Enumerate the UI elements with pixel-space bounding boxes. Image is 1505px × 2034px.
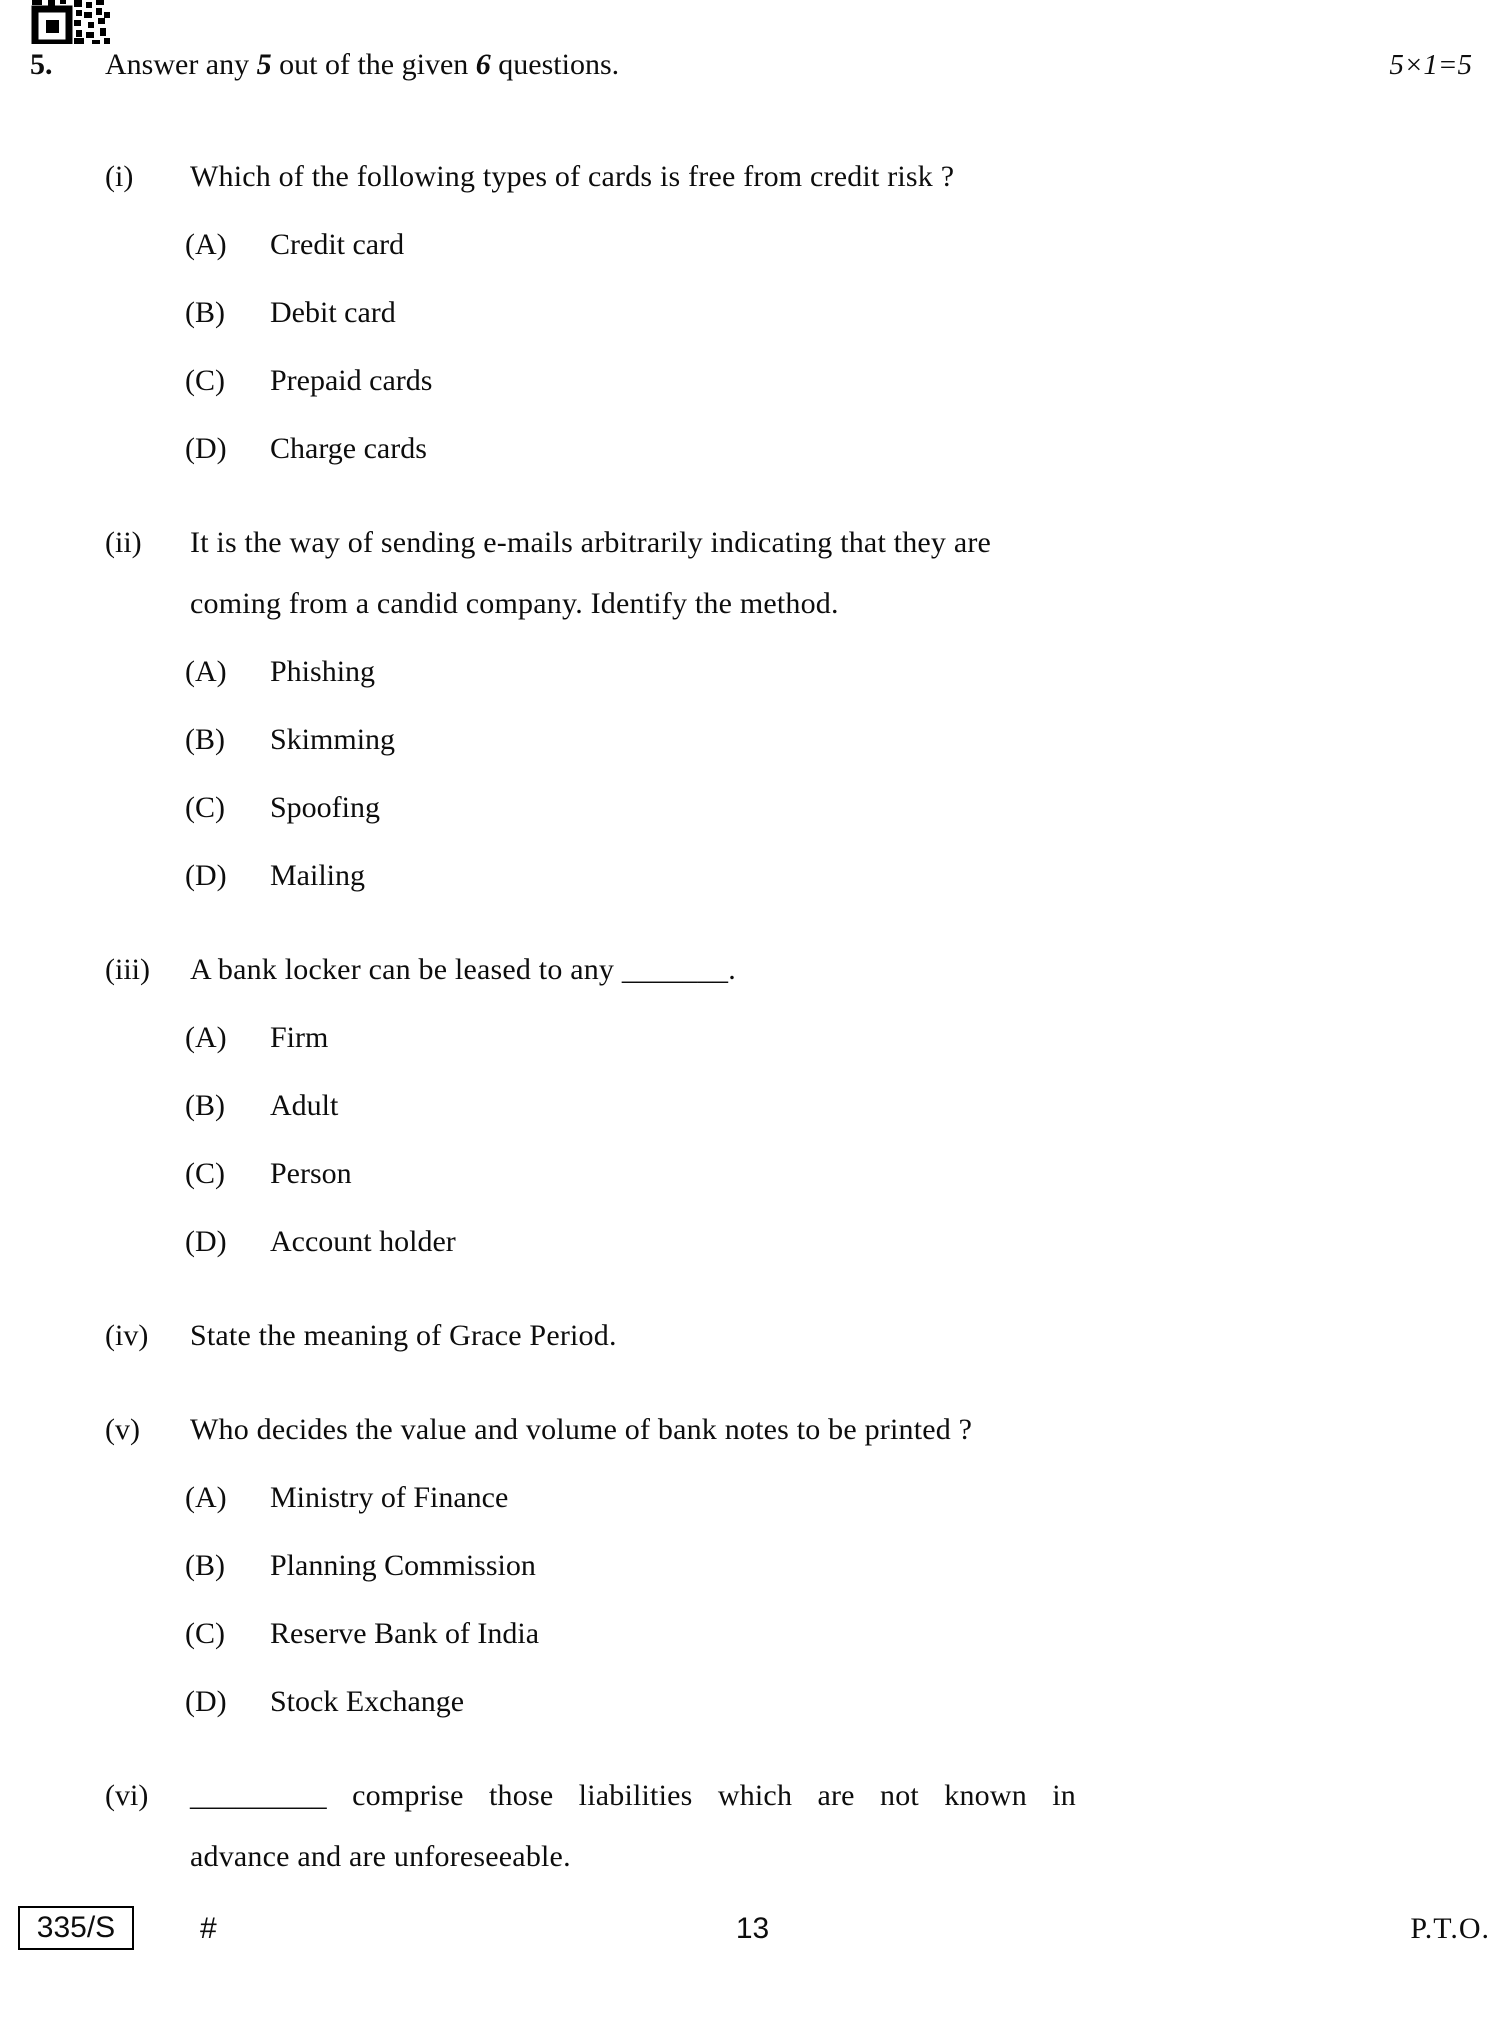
pto-label: P.T.O. (1410, 1912, 1490, 1945)
question-block (0, 160, 1505, 466)
option-letter: (C) (185, 1157, 225, 1190)
option-letter: (A) (185, 228, 227, 261)
marks-scheme: 5×1=5 (1389, 49, 1472, 81)
option-letter: (D) (185, 1685, 227, 1718)
option-letter: (C) (185, 1617, 225, 1650)
option-row (0, 791, 1505, 825)
option-letter: (D) (185, 432, 227, 465)
option-label: Prepaid cards (270, 364, 433, 397)
question-line (0, 1840, 1505, 1874)
option-row (0, 432, 1505, 466)
hash-mark: # (200, 1912, 217, 1945)
question-block (0, 1319, 1505, 1353)
option-row (0, 1157, 1505, 1191)
option-row (0, 1089, 1505, 1123)
page-number: 13 (735, 1912, 770, 1945)
question-text: Who decides the value and volume of bank notes to be printed ? (190, 1413, 973, 1446)
option-row (0, 1617, 1505, 1651)
qr-code-icon (30, 0, 110, 44)
option-label: Account holder (270, 1225, 456, 1258)
question-line (0, 1319, 1505, 1353)
header-text-segment: questions. (490, 48, 620, 81)
option-label: Phishing (270, 655, 376, 688)
question-text: _________ comprise those liabilities which are not known in (190, 1779, 1076, 1812)
option-label: Charge cards (270, 432, 427, 465)
option-letter: (A) (185, 1481, 227, 1514)
option-row (0, 364, 1505, 398)
question-block (0, 1413, 1505, 1719)
option-label: Spoofing (270, 791, 381, 824)
option-label: Planning Commission (270, 1549, 536, 1582)
option-label: Skimming (270, 723, 396, 756)
question-line (0, 526, 1505, 560)
option-letter: (B) (185, 1549, 225, 1582)
option-row (0, 723, 1505, 757)
option-row (0, 228, 1505, 262)
question-text: coming from a candid company. Identify the method. (190, 587, 839, 620)
question-text: advance and are unforeseeable. (190, 1840, 571, 1873)
question-numeral: (v) (105, 1413, 140, 1446)
option-label: Ministry of Finance (270, 1481, 509, 1514)
option-letter: (A) (185, 1021, 227, 1054)
option-letter: (D) (185, 859, 227, 892)
option-letter: (B) (185, 1089, 225, 1122)
emphasized-number: 5 (256, 48, 272, 81)
question-header-text (105, 48, 619, 81)
question-line (0, 1779, 1505, 1813)
option-row (0, 1685, 1505, 1719)
question-block (0, 953, 1505, 1259)
option-row (0, 1021, 1505, 1055)
question-line (0, 953, 1505, 987)
option-label: Mailing (270, 859, 365, 892)
option-label: Credit card (270, 228, 405, 261)
option-label: Debit card (270, 296, 396, 329)
option-label: Reserve Bank of India (270, 1617, 540, 1650)
option-label: Stock Exchange (270, 1685, 465, 1718)
question-line (0, 160, 1505, 194)
paper-code-box: 335/S (18, 1906, 134, 1950)
question-numeral: (ii) (105, 526, 142, 559)
option-letter: (A) (185, 655, 227, 688)
option-row (0, 1225, 1505, 1259)
question-text: It is the way of sending e-mails arbitrarily indicating that they are (190, 526, 992, 559)
question-text: Which of the following types of cards is free from credit risk ? (190, 160, 955, 193)
option-letter: (C) (185, 364, 225, 397)
question-numeral: (iv) (105, 1319, 149, 1352)
question-block (0, 1779, 1505, 1874)
question-block (0, 526, 1505, 893)
option-row (0, 859, 1505, 893)
option-letter: (C) (185, 791, 225, 824)
question-numeral: (i) (105, 160, 134, 193)
option-row (0, 1481, 1505, 1515)
question-line (0, 1413, 1505, 1447)
option-row (0, 296, 1505, 330)
option-row (0, 655, 1505, 689)
header-text-segment: out of the given (271, 48, 476, 81)
option-row (0, 1549, 1505, 1583)
option-letter: (B) (185, 723, 225, 756)
question-numeral: (vi) (105, 1779, 149, 1812)
question-5-header (0, 48, 1505, 82)
option-label: Person (270, 1157, 352, 1190)
question-numeral: (iii) (105, 953, 150, 986)
option-letter: (D) (185, 1225, 227, 1258)
question-text: State the meaning of Grace Period. (190, 1319, 617, 1352)
question-line (0, 587, 1505, 621)
option-letter: (B) (185, 296, 225, 329)
questions-list (0, 160, 1505, 1874)
question-number: 5. (30, 48, 53, 81)
header-text-segment: Answer any (105, 48, 257, 81)
emphasized-number: 6 (475, 48, 491, 81)
question-text: A bank locker can be leased to any _______. (190, 953, 736, 986)
option-label: Firm (270, 1021, 329, 1054)
option-label: Adult (270, 1089, 339, 1122)
